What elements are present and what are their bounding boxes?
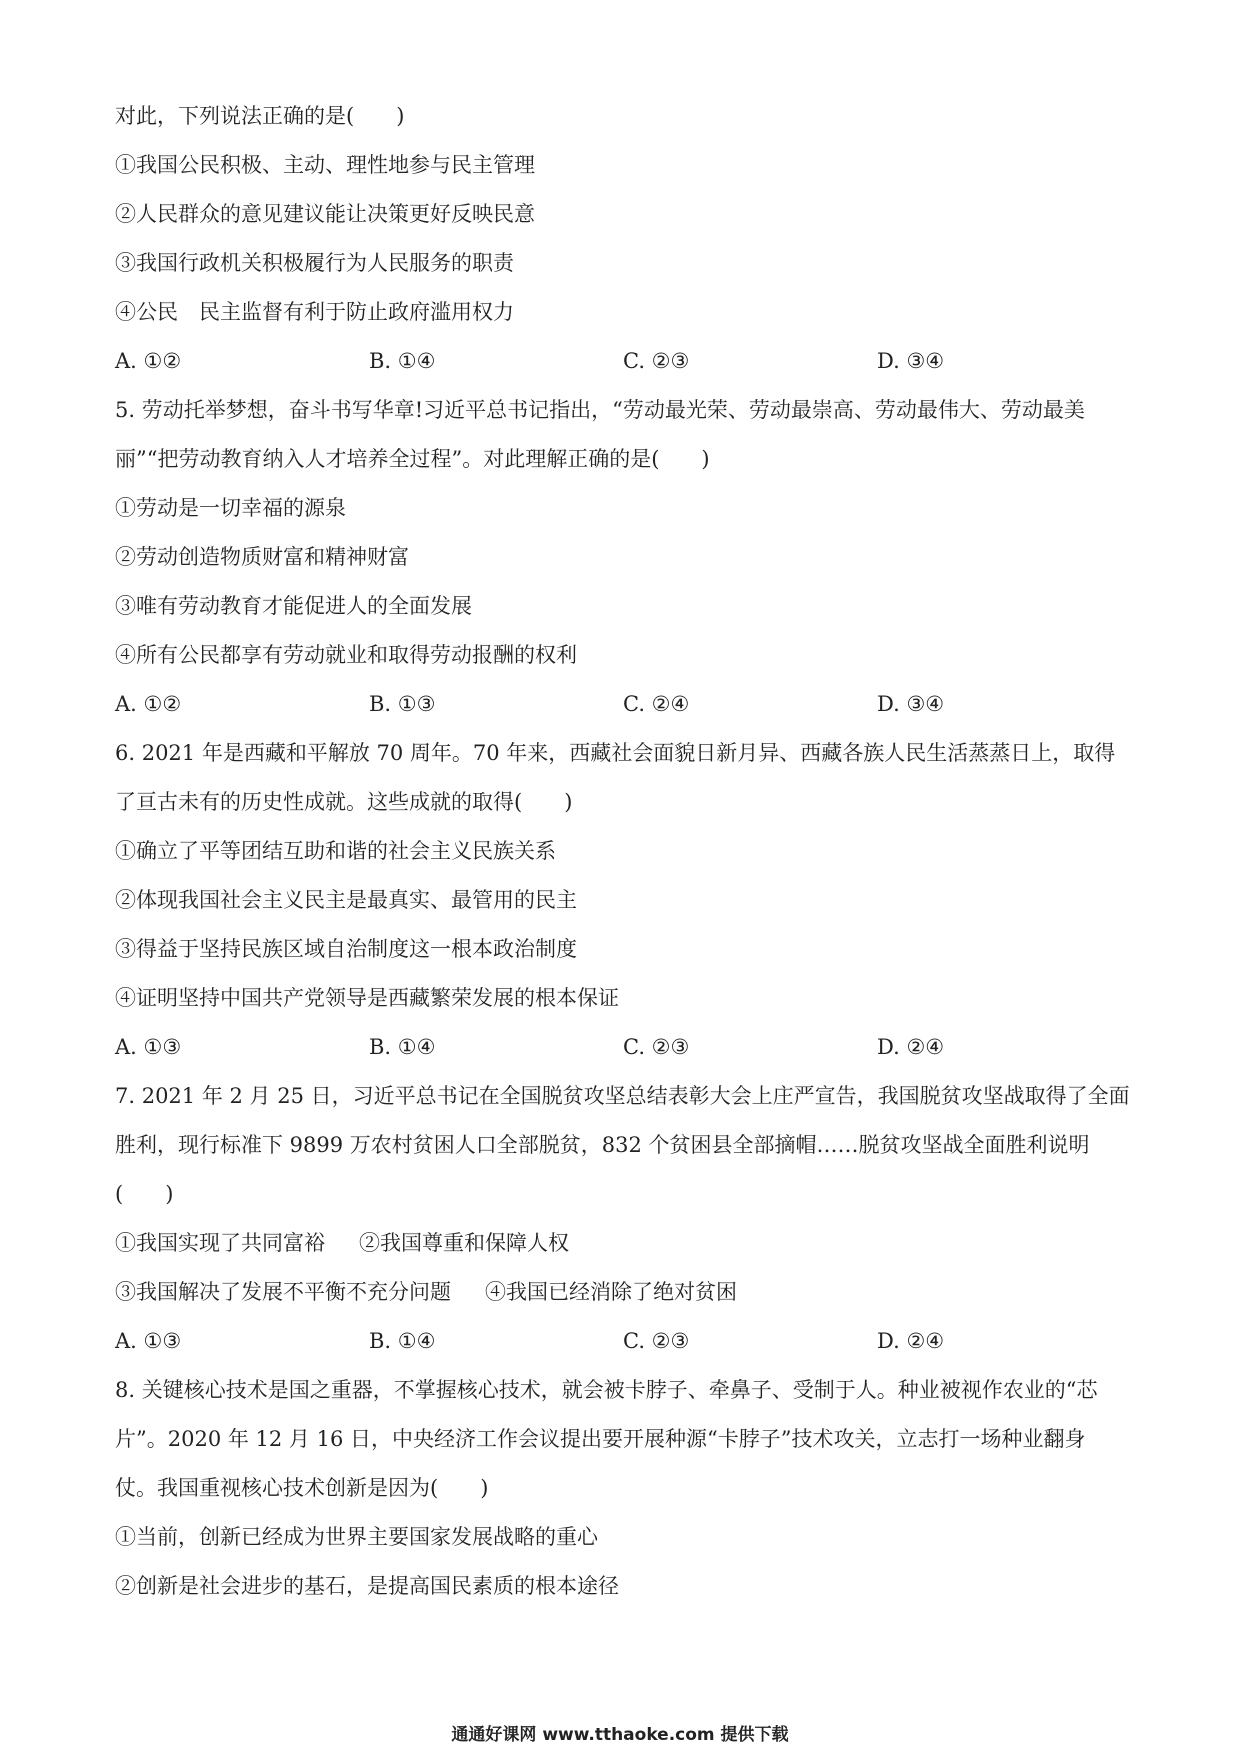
q7-item-3: ③我国解决了发展不平衡不充分问题 bbox=[115, 1280, 451, 1304]
q7-item-2: ②我国尊重和保障人权 bbox=[359, 1231, 569, 1255]
q7-items-row-2 bbox=[115, 1268, 1135, 1317]
page-footer: 通通好课网 www.tthaoke.com 提供下载 bbox=[451, 1725, 789, 1745]
q5-option-a: A. ①② bbox=[115, 692, 182, 716]
q5-stem-line-1: 5. 劳动托举梦想，奋斗书写华章!习近平总书记指出，“劳动最光荣、劳动最崇高、劳动最伟大、劳动最美 bbox=[115, 398, 1085, 422]
q4-option-b: B. ①④ bbox=[369, 349, 436, 373]
q5-stem-line-2: 丽”“把劳动教育纳入人才培养全过程”。对此理解正确的是( ) bbox=[115, 447, 710, 471]
q6-option-d: D. ②④ bbox=[877, 1035, 945, 1059]
q7-options bbox=[115, 1317, 1135, 1366]
q7-item-1: ①我国实现了共同富裕 bbox=[115, 1231, 325, 1255]
q4-item-4: ④公民 民主监督有利于防止政府滥用权力 bbox=[115, 300, 514, 324]
q7-option-d: D. ②④ bbox=[877, 1329, 945, 1353]
q8-stem-line-1: 8. 关键核心技术是国之重器，不掌握核心技术，就会被卡脖子、牵鼻子、受制于人。种业被视作农业的“芯 bbox=[115, 1378, 1098, 1402]
q8-item-1: ①当前，创新已经成为世界主要国家发展战略的重心 bbox=[115, 1525, 598, 1549]
q6-option-c: C. ②③ bbox=[623, 1035, 690, 1059]
q8-item-2: ②创新是社会进步的基石，是提高国民素质的根本途径 bbox=[115, 1574, 619, 1598]
q5-item-1: ①劳动是一切幸福的源泉 bbox=[115, 496, 346, 520]
q6-option-b: B. ①④ bbox=[369, 1035, 436, 1059]
q8-stem-line-2: 片”。2020 年 12 月 16 日，中央经济工作会议提出要开展种源“卡脖子”技术攻关，立志打一场种业翻身 bbox=[115, 1427, 1086, 1451]
q4-option-d: D. ③④ bbox=[877, 349, 945, 373]
q5-option-c: C. ②④ bbox=[623, 692, 690, 716]
q4-options bbox=[115, 337, 1135, 386]
q8-stem-line-3: 仗。我国重视核心技术创新是因为( ) bbox=[115, 1476, 489, 1500]
q6-stem-line-1: 6. 2021 年是西藏和平解放 70 周年。70 年来，西藏社会面貌日新月异、西藏各族人民生活蒸蒸日上，取得 bbox=[115, 741, 1116, 765]
question-content bbox=[115, 92, 1135, 1611]
q7-option-c: C. ②③ bbox=[623, 1329, 690, 1353]
q6-option-a: A. ①③ bbox=[115, 1035, 182, 1059]
q6-stem-line-2: 了亘古未有的历史性成就。这些成就的取得( ) bbox=[115, 790, 573, 814]
q7-stem-line-1: 7. 2021 年 2 月 25 日，习近平总书记在全国脱贫攻坚总结表彰大会上庄严宣告，我国脱贫攻坚战取得了全面 bbox=[115, 1084, 1130, 1108]
q7-item-4: ④我国已经消除了绝对贫困 bbox=[485, 1280, 737, 1304]
q4-item-2: ②人民群众的意见建议能让决策更好反映民意 bbox=[115, 202, 535, 226]
q7-option-b: B. ①④ bbox=[369, 1329, 436, 1353]
q7-stem-line-3: ( ) bbox=[115, 1182, 174, 1206]
q5-item-3: ③唯有劳动教育才能促进人的全面发展 bbox=[115, 594, 472, 618]
q4-option-a: A. ①② bbox=[115, 349, 182, 373]
q4-stem: 对此，下列说法正确的是( ) bbox=[115, 104, 405, 128]
q6-options bbox=[115, 1023, 1135, 1072]
q5-item-4: ④所有公民都享有劳动就业和取得劳动报酬的权利 bbox=[115, 643, 577, 667]
q5-item-2: ②劳动创造物质财富和精神财富 bbox=[115, 545, 409, 569]
q6-item-2: ②体现我国社会主义民主是最真实、最管用的民主 bbox=[115, 888, 577, 912]
q6-item-4: ④证明坚持中国共产党领导是西藏繁荣发展的根本保证 bbox=[115, 986, 619, 1010]
q7-option-a: A. ①③ bbox=[115, 1329, 182, 1353]
q5-options bbox=[115, 680, 1135, 729]
q7-items-row-1 bbox=[115, 1219, 1135, 1268]
q5-option-d: D. ③④ bbox=[877, 692, 945, 716]
q4-item-3: ③我国行政机关积极履行为人民服务的职责 bbox=[115, 251, 514, 275]
q6-item-1: ①确立了平等团结互助和谐的社会主义民族关系 bbox=[115, 839, 556, 863]
q4-item-1: ①我国公民积极、主动、理性地参与民主管理 bbox=[115, 153, 535, 177]
q4-option-c: C. ②③ bbox=[623, 349, 690, 373]
q7-stem-line-2: 胜利，现行标准下 9899 万农村贫困人口全部脱贫，832 个贫困县全部摘帽……脱贫攻坚战全面胜利说明 bbox=[115, 1133, 1090, 1157]
q6-item-3: ③得益于坚持民族区域自治制度这一根本政治制度 bbox=[115, 937, 577, 961]
q5-option-b: B. ①③ bbox=[369, 692, 436, 716]
